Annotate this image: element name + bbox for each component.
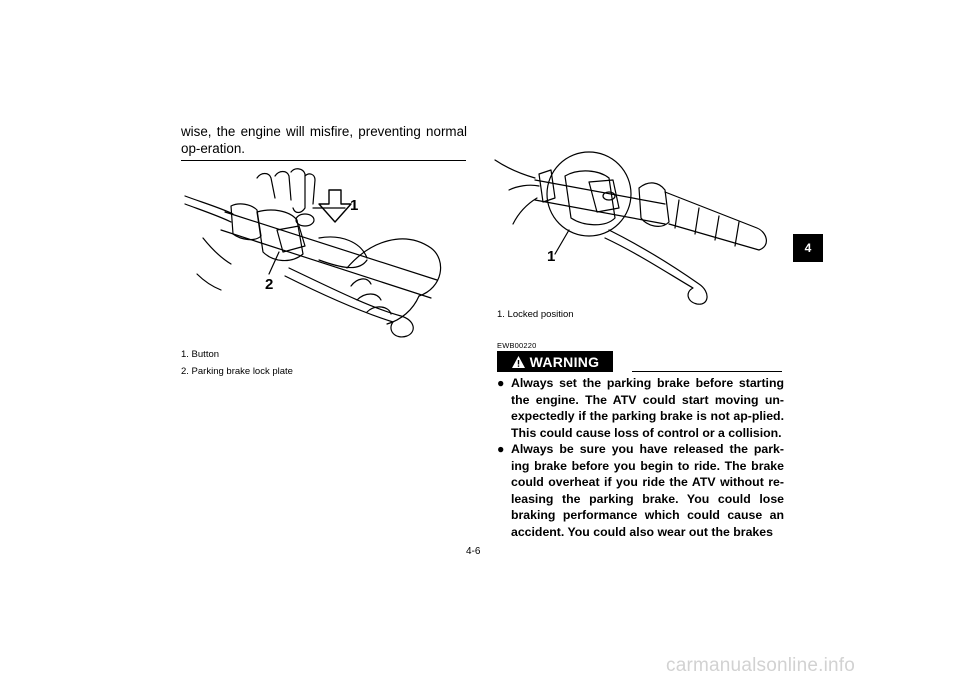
warning-badge	[497, 351, 613, 372]
warning-item	[497, 375, 784, 441]
warning-list	[497, 375, 784, 540]
bullet-icon: ●	[497, 442, 505, 456]
intro-paragraph: wise, the engine will misfire, preventing normal op-eration.	[181, 124, 467, 156]
section-tab: 4	[793, 234, 823, 262]
warning-label: WARNING	[529, 353, 600, 370]
warning-code: EWB00220	[497, 341, 537, 350]
callout-label-1: 1	[350, 197, 359, 214]
warning-triangle-icon	[511, 355, 526, 369]
watermark: carmanualsonline.info	[666, 655, 856, 676]
warning-item-text: Always set the parking brake before starting the engine. The ATV could start moving un-expectedly if the parking brake is not ap-plied. This could cause loss of control or a collision.	[511, 376, 784, 440]
callout-label-locked: 1	[547, 248, 556, 265]
page-number: 4-6	[466, 546, 481, 557]
parking-brake-illustration	[181, 168, 467, 340]
warning-item-text: Always be sure you have released the park-ing brake before you begin to ride. The brake could overheat if you ride the ATV without re-leasing the parking brake. You could lose braking performance which could cause an accident. You could also wear out the brakes	[511, 442, 784, 539]
callout-label-2: 2	[265, 276, 274, 293]
caption-locked-position: 1. Locked position	[497, 309, 574, 320]
warning-item	[497, 441, 784, 540]
caption-button: 1. Button	[181, 349, 220, 360]
locked-position-illustration	[489, 150, 785, 310]
section-rule	[181, 160, 466, 161]
warning-rule	[632, 371, 782, 372]
figure-caption-list-right	[497, 307, 574, 324]
figure-parking-brake-button	[181, 168, 467, 340]
figure-caption-list	[181, 347, 293, 380]
bullet-icon: ●	[497, 376, 505, 390]
caption-lock-plate: 2. Parking brake lock plate	[181, 365, 293, 377]
figure-locked-position	[489, 150, 785, 310]
